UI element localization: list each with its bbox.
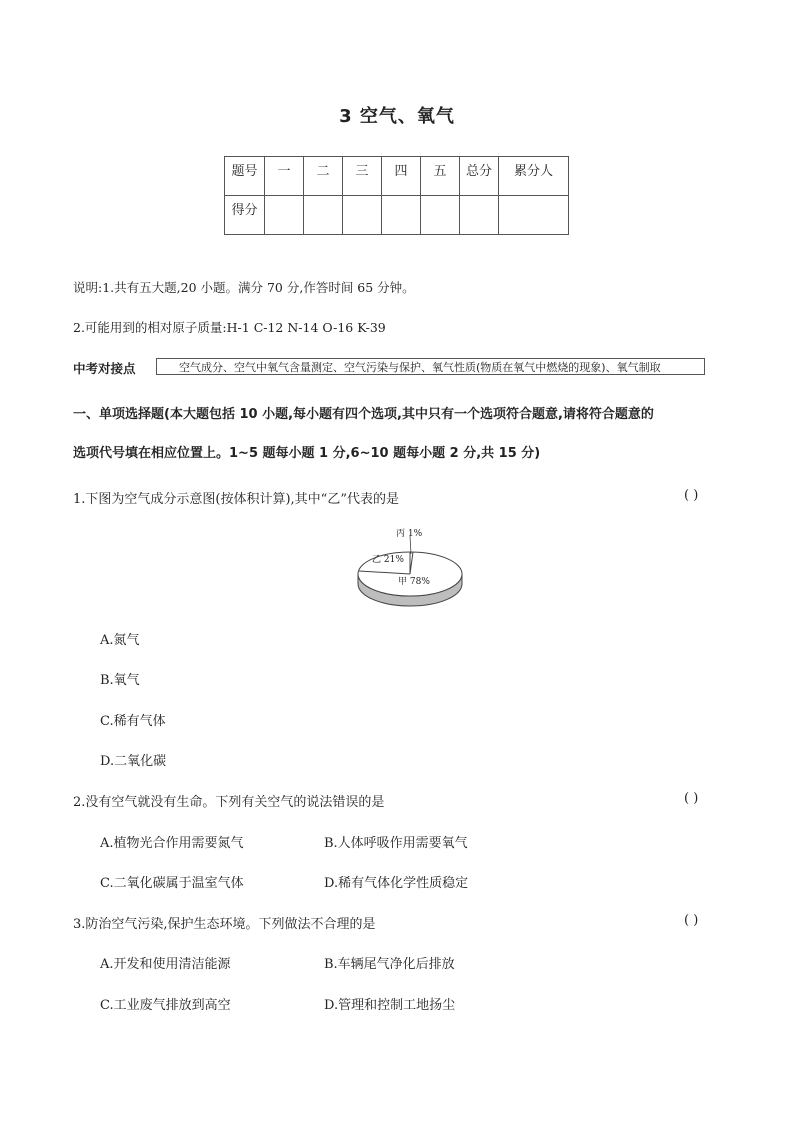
score-input-cell — [304, 196, 343, 235]
option-b[interactable]: B.人体呼吸作用需要氧气 — [324, 836, 468, 851]
option-c[interactable]: C.稀有气体 — [100, 714, 166, 729]
question-stem: 1.下图为空气成分示意图(按体积计算),其中“乙”代表的是 — [73, 492, 399, 507]
pie-label-yi: 乙 21% — [372, 555, 404, 565]
page-title: 3 空气、氧气 — [339, 106, 455, 127]
section-heading-line2: 选项代号填在相应位置上。1~5 题每小题 1 分,6~10 题每小题 2 分,共 15 分) — [73, 446, 541, 461]
score-input-cell — [382, 196, 421, 235]
table-cell: 累分人 — [499, 157, 569, 196]
question-stem: 2.没有空气就没有生命。下列有关空气的说法错误的是 — [73, 795, 385, 810]
score-input-cell — [499, 196, 569, 235]
table-cell: 一 — [265, 157, 304, 196]
score-input-cell — [265, 196, 304, 235]
option-a[interactable]: A.植物光合作用需要氮气 — [100, 836, 244, 851]
instructions-line: 说明:1.共有五大题,20 小题。满分 70 分,作答时间 65 分钟。 — [73, 280, 415, 295]
option-b[interactable]: B.车辆尾气净化后排放 — [324, 957, 455, 972]
table-cell: 三 — [343, 157, 382, 196]
pie-label-bing: 丙 1% — [396, 529, 423, 539]
exam-link-box: 空气成分、空气中氧气含量测定、空气污染与保护、氧气性质(物质在氧气中燃烧的现象)、氧气制取 — [156, 358, 705, 375]
option-c[interactable]: C.二氧化碳属于温室气体 — [100, 876, 244, 891]
option-a[interactable]: A.氮气 — [100, 633, 140, 648]
table-cell: 四 — [382, 157, 421, 196]
score-table — [224, 156, 569, 235]
pie-label-jia: 甲 78% — [398, 577, 430, 587]
option-c[interactable]: C.工业废气排放到高空 — [100, 998, 231, 1013]
option-a[interactable]: A.开发和使用清洁能源 — [100, 957, 231, 972]
answer-paren: ( ) — [684, 791, 699, 806]
option-d[interactable]: D.管理和控制工地扬尘 — [324, 998, 456, 1013]
answer-paren: ( ) — [684, 488, 699, 503]
option-d[interactable]: D.稀有气体化学性质稳定 — [324, 876, 469, 891]
section-heading-line1: 一、单项选择题(本大题包括 10 小题,每小题有四个选项,其中只有一个选项符合题意,请将符合题意的 — [73, 407, 654, 422]
score-input-cell — [421, 196, 460, 235]
question-stem: 3.防治空气污染,保护生态环境。下列做法不合理的是 — [73, 917, 376, 932]
table-cell: 得分 — [225, 196, 265, 235]
exam-link-label: 中考对接点 — [73, 361, 136, 376]
score-input-cell — [343, 196, 382, 235]
option-d[interactable]: D.二氧化碳 — [100, 754, 167, 769]
score-table-header-row — [225, 157, 569, 196]
table-cell: 总分 — [460, 157, 499, 196]
score-table-score-row — [225, 196, 569, 235]
option-b[interactable]: B.氧气 — [100, 673, 140, 688]
table-cell: 二 — [304, 157, 343, 196]
table-cell: 五 — [421, 157, 460, 196]
atomic-mass-line: 2.可能用到的相对原子质量:H-1 C-12 N-14 O-16 K-39 — [73, 320, 386, 335]
pie-chart — [350, 518, 470, 608]
table-cell: 题号 — [225, 157, 265, 196]
answer-paren: ( ) — [684, 913, 699, 928]
score-input-cell — [460, 196, 499, 235]
